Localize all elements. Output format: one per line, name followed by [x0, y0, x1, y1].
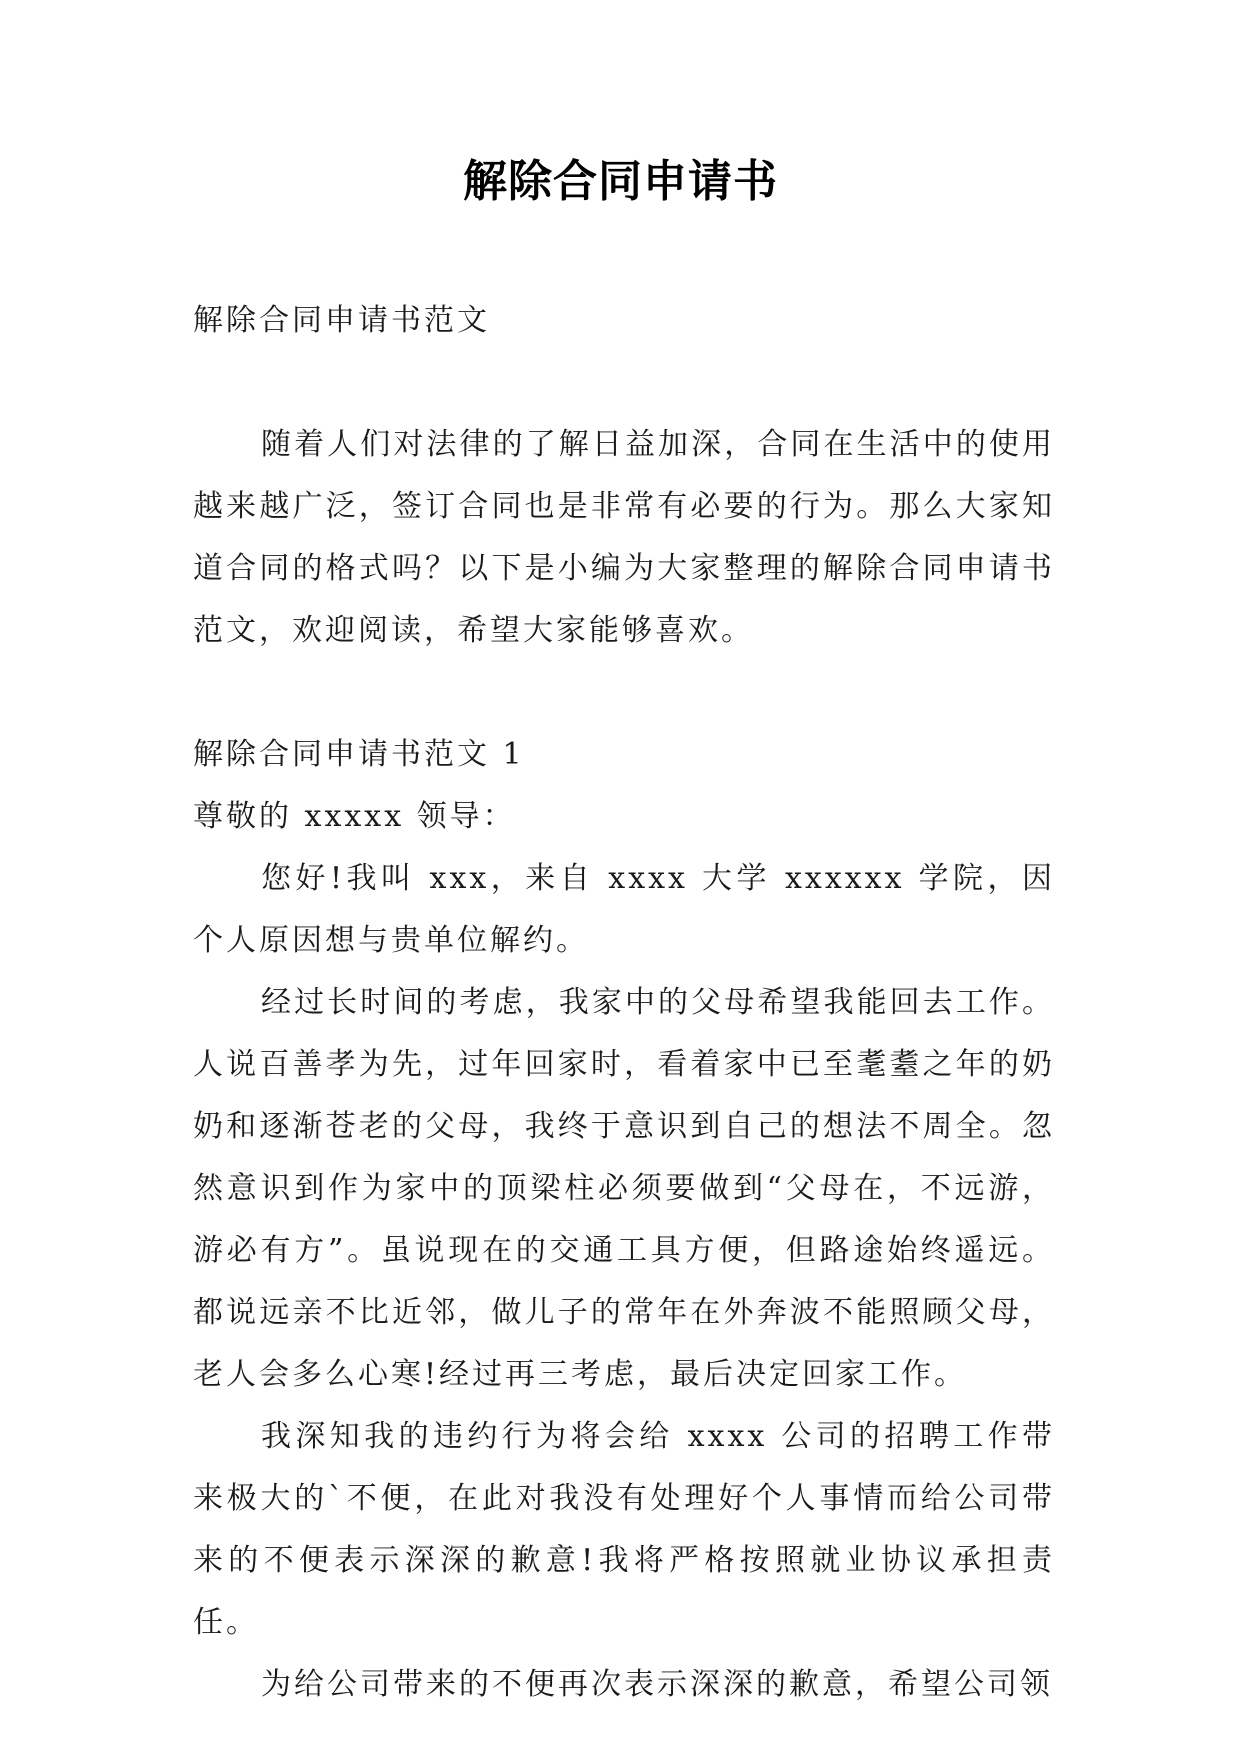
document-title: 解除合同申请书 [463, 156, 778, 207]
salutation: 尊敬的 xxxxx 领导： [193, 799, 516, 834]
document-subtitle: 解除合同申请书范文 [193, 303, 490, 338]
body-paragraph: 我深知我的违约行为将会给 xxxx 公司的招聘工作带来极大的`不便，在此对我没有处理好个人事情而给公司带来的不便表示深深的歉意!我将严格按照就业协议承担责任。 [193, 1419, 1055, 1640]
section-heading: 解除合同申请书范文 1 [193, 737, 525, 772]
body-paragraph: 经过长时间的考虑，我家中的父母希望我能回去工作。人说百善孝为先，过年回家时，看着家中已至耄耋之年的奶奶和逐渐苍老的父母，我终于意识到自己的想法不周全。忽然意识到作为家中的顶梁柱必须要做到“父母在，不远游，游必有方”。虽说现在的交通工具方便，但路途始终遥远。都说远亲不比近邻，做儿子的常年在外奔波不能照顾父母，老人会多么心寒!经过再三考虑，最后决定回家工作。 [193, 985, 1055, 1392]
body-paragraph: 为给公司带来的不便再次表示深深的歉意，希望公司领 [261, 1667, 1053, 1702]
intro-paragraph: 随着人们对法律的了解日益加深，合同在生活中的使用越来越广泛，签订合同也是非常有必要的行为。那么大家知道合同的格式吗？以下是小编为大家整理的解除合同申请书范文，欢迎阅读，希望大家能够喜欢。 [193, 427, 1055, 648]
document-body [193, 290, 1055, 1716]
body-paragraph: 您好!我叫 xxx，来自 xxxx 大学 xxxxxx 学院，因个人原因想与贵单位解约。 [193, 861, 1055, 958]
